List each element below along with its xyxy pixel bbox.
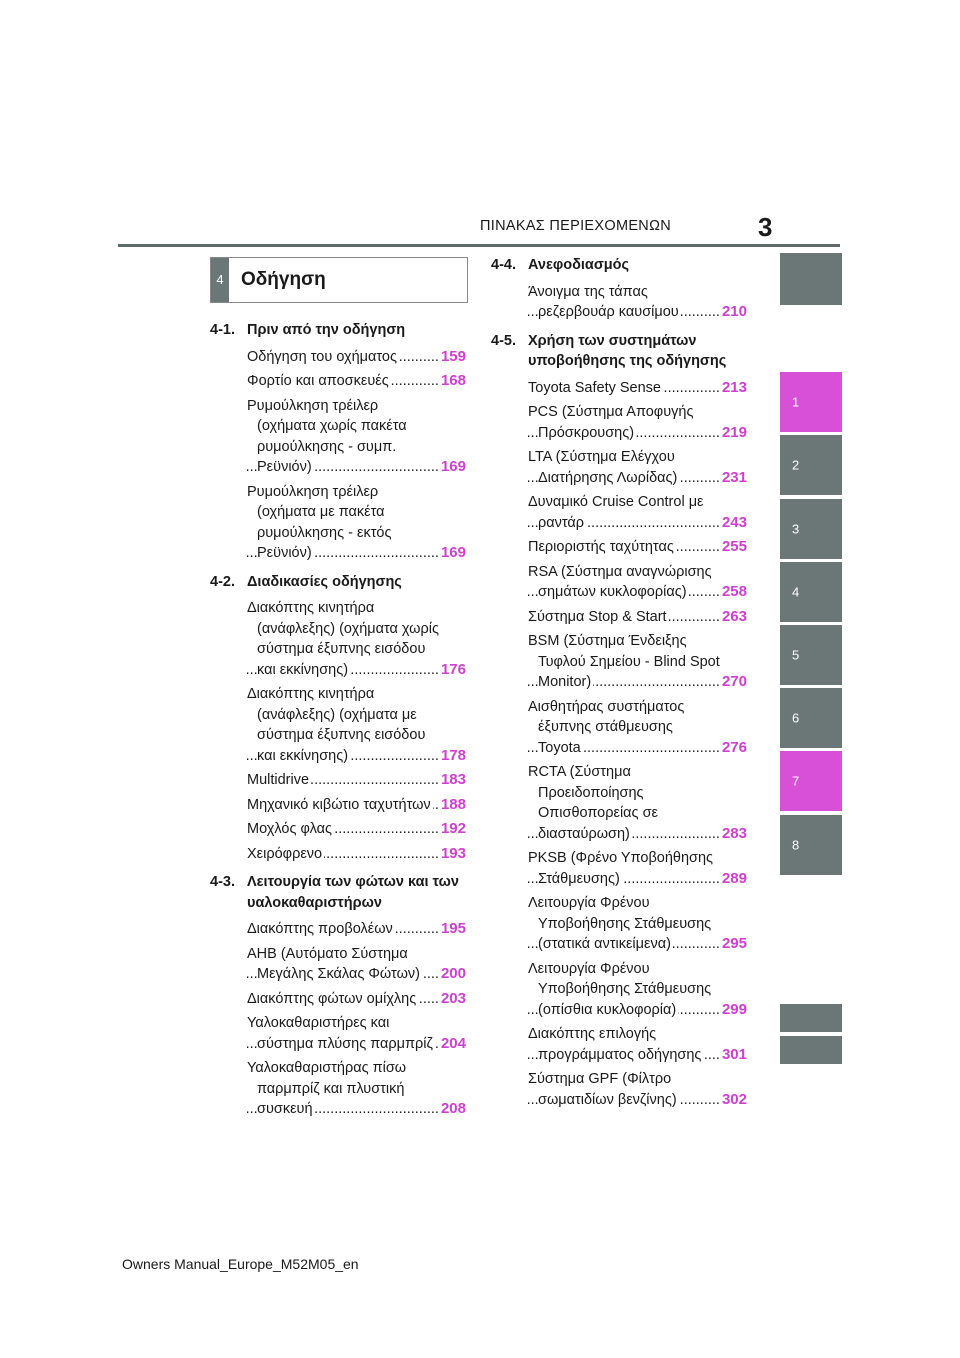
chapter-number: 4-4. <box>491 257 516 273</box>
toc-entry-text: LTA (Σύστημα Ελέγχου Διατήρησης Λωρίδας) <box>528 449 678 486</box>
toc-entry-title <box>247 371 439 392</box>
toc-page-link[interactable]: 169 <box>439 543 466 564</box>
toc-entry[interactable] <box>528 631 747 693</box>
toc-page-link[interactable]: 192 <box>439 819 466 840</box>
toc-entry[interactable] <box>528 282 747 323</box>
toc-entry-text: Φορτίο και αποσκευές <box>247 373 389 389</box>
toc-entry-text: Διακόπτης επιλογής προγράμματος οδήγησης <box>528 1026 702 1063</box>
header-rule <box>118 244 840 247</box>
toc-entry[interactable] <box>247 819 466 840</box>
chapter-tab-8[interactable] <box>780 815 842 875</box>
toc-entry-text: RSA (Σύστημα αναγνώρισης σημάτων κυκλοφορίας) <box>528 563 712 600</box>
header-title: ΠΙΝΑΚΑΣ ΠΕΡΙΕΧΟΜΕΝΩΝ <box>480 218 671 234</box>
toc-entry-title <box>528 1024 720 1065</box>
toc-entry-text: Περιοριστής ταχύτητας <box>528 539 674 555</box>
toc-entry[interactable] <box>528 959 747 1021</box>
chapter-number: 4-5. <box>491 332 516 349</box>
chapter-tab-blank[interactable] <box>780 253 842 305</box>
toc-entry[interactable] <box>528 762 747 844</box>
toc-entry[interactable] <box>247 770 466 791</box>
chapter-tab-5[interactable] <box>780 625 842 685</box>
section-number: 4 <box>211 258 229 302</box>
toc-entry-text: Λειτουργία Φρένου Υποβοήθησης Στάθμευσης (οπίσθια κυκλοφορία) <box>528 960 712 1018</box>
toc-page-link[interactable]: 176 <box>439 660 466 681</box>
toc-entry[interactable] <box>247 371 466 392</box>
toc-entry[interactable] <box>247 919 466 940</box>
toc-page-link[interactable]: 243 <box>720 513 747 534</box>
section-title: Οδήγηση <box>241 269 326 290</box>
toc-entry[interactable] <box>528 697 747 759</box>
toc-page-link[interactable]: 270 <box>720 672 747 693</box>
chapter-heading <box>210 320 466 341</box>
toc-entry-title <box>247 819 439 840</box>
toc-entry-title <box>247 482 439 564</box>
toc-entry-title <box>247 770 439 791</box>
chapter-number: 4-1. <box>210 322 235 338</box>
toc-entry-title <box>247 1058 439 1120</box>
page-number: 3 <box>758 212 773 242</box>
toc-entry-title <box>528 402 720 443</box>
toc-left-column <box>210 320 466 1124</box>
toc-entry-title <box>247 989 439 1010</box>
toc-entry-title <box>528 537 720 558</box>
toc-page-link[interactable]: 183 <box>439 770 466 791</box>
toc-entry-text: BSM (Σύστημα Ένδειξης Τυφλού Σημείου - Blind Spot Monitor) <box>528 633 720 690</box>
chapter-tab-label: 8 <box>792 837 800 853</box>
chapter-tab-3[interactable] <box>780 499 842 559</box>
toc-entry[interactable] <box>247 347 466 368</box>
toc-entry-title <box>528 562 720 603</box>
toc-page-link[interactable]: 210 <box>720 302 747 323</box>
chapter-heading <box>210 572 466 593</box>
toc-entry-title <box>528 631 720 693</box>
chapter-heading <box>210 872 466 913</box>
chapter-title: Διαδικασίες οδήγησης <box>247 573 402 590</box>
toc-entry[interactable] <box>528 1024 747 1065</box>
toc-page-link[interactable]: 178 <box>439 746 466 767</box>
toc-entry-title <box>528 492 720 533</box>
chapter-tab-label: 3 <box>792 521 800 537</box>
chapter-tab-label: 7 <box>792 773 800 789</box>
toc-entry[interactable] <box>247 795 466 816</box>
toc-entry-title <box>247 944 439 985</box>
toc-entry[interactable] <box>528 447 747 488</box>
toc-entry-text: Toyota Safety Sense <box>528 379 661 396</box>
toc-page-link[interactable]: 283 <box>720 824 747 845</box>
toc-entry[interactable] <box>247 598 466 680</box>
toc-entry[interactable] <box>528 562 747 603</box>
chapter-title: Λειτουργία των φώτων και των υαλοκαθαριστήρων <box>247 874 459 911</box>
toc-page-link[interactable]: 200 <box>439 964 466 985</box>
toc-entry[interactable] <box>247 844 466 865</box>
toc-page-link[interactable]: 301 <box>720 1045 747 1066</box>
toc-entry-text: Άνοιγμα της τάπας ρεζερβουάρ καυσίμου <box>528 283 679 320</box>
toc-entry-title <box>528 1069 720 1110</box>
toc-entry[interactable] <box>247 1058 466 1120</box>
toc-entry[interactable] <box>528 492 747 533</box>
toc-entry[interactable] <box>247 684 466 766</box>
chapter-tab-blank[interactable] <box>780 1004 842 1032</box>
toc-entry-title <box>528 697 720 759</box>
toc-entry-text: Υαλοκαθαριστήρας πίσω παρμπρίζ και πλυστική συσκευή <box>247 1060 407 1117</box>
toc-entry-text: Multidrive <box>247 772 310 788</box>
toc-entry[interactable] <box>528 537 747 558</box>
toc-entry[interactable] <box>528 848 747 889</box>
chapter-tab-label: 6 <box>792 710 800 726</box>
toc-page-link[interactable]: 231 <box>720 468 747 489</box>
toc-page-link[interactable]: 263 <box>720 607 747 628</box>
toc-entry-text: Χειρόφρενο <box>247 845 323 862</box>
toc-entry-text: Δυναμικό Cruise Control με ραντάρ <box>528 494 704 531</box>
toc-entry-text: Ρυμούλκηση τρέιλερ (οχήματα χωρίς πακέτα ρυμούλκησης - συμπ. Ρεϋνιόν) <box>247 397 407 475</box>
toc-entry-title <box>247 684 439 766</box>
toc-entry[interactable] <box>528 402 747 443</box>
toc-entry-title <box>528 378 720 399</box>
toc-entry-title <box>528 893 720 955</box>
toc-page-link[interactable]: 219 <box>720 423 747 444</box>
toc-entry-text: Διακόπτης κινητήρα (ανάφλεξης) (οχήματα με σύστημα έξυπνης εισόδου και εκκίνησης) <box>247 686 426 764</box>
chapter-title: Πριν από την οδήγηση <box>247 322 406 338</box>
toc-page-link[interactable]: 203 <box>439 989 466 1010</box>
toc-entry-text: Μηχανικό κιβώτιο ταχυτήτων <box>247 796 431 813</box>
toc-page-link[interactable]: 258 <box>720 582 747 603</box>
toc-page-link[interactable]: 213 <box>720 378 747 399</box>
toc-entry[interactable] <box>528 1069 747 1110</box>
toc-page-link[interactable]: 276 <box>720 738 747 759</box>
toc-entry-title <box>247 1013 439 1054</box>
chapter-tab-1[interactable] <box>780 372 842 432</box>
toc-page-link[interactable]: 295 <box>720 934 747 955</box>
chapter-tab-7[interactable] <box>780 751 842 811</box>
chapter-tab-label: 5 <box>792 647 800 663</box>
toc-entry-text: Μοχλός φλας <box>247 821 333 837</box>
toc-entry[interactable] <box>528 378 747 399</box>
toc-page-link[interactable]: 159 <box>439 347 466 368</box>
toc-entry-text: Διακόπτης φώτων ομίχλης <box>247 990 417 1007</box>
toc-entry-text: Διακόπτης κινητήρα (ανάφλεξης) (οχήματα χωρίς σύστημα έξυπνης εισόδου και εκκίνησης) <box>247 600 439 678</box>
footer-text: Owners Manual_Europe_M52M05_en <box>122 1256 359 1272</box>
chapter-heading <box>491 331 747 372</box>
chapter-number: 4-2. <box>210 573 235 590</box>
toc-entry-text: RCTA (Σύστημα Προειδοποίησης Οπισθοπορείας σε διασταύρωση) <box>528 764 658 842</box>
toc-entry-text: AHB (Αυτόματο Σύστημα Μεγάλης Σκάλας Φώτων) <box>247 945 420 982</box>
toc-entry-text: Διακόπτης προβολέων <box>247 921 393 937</box>
toc-page-link[interactable]: 169 <box>439 457 466 478</box>
chapter-title: Ανεφοδιασμός <box>528 257 630 273</box>
chapter-title: Χρήση των συστημάτων υποβοήθησης της οδήγησης <box>528 332 727 369</box>
toc-entry-text: Υαλοκαθαριστήρες και σύστημα πλύσης παρμπρίζ <box>247 1015 433 1052</box>
toc-entry[interactable] <box>247 482 466 564</box>
toc-entry[interactable] <box>247 944 466 985</box>
toc-entry-title <box>528 447 720 488</box>
toc-page-link[interactable]: 255 <box>720 537 747 558</box>
toc-entry-text: PCS (Σύστημα Αποφυγής Πρόσκρουσης) <box>528 404 694 441</box>
toc-entry-title <box>247 919 439 940</box>
toc-entry[interactable] <box>247 396 466 478</box>
toc-page-link[interactable]: 289 <box>720 869 747 890</box>
toc-page-link[interactable]: 299 <box>720 1000 747 1021</box>
toc-entry-title <box>528 848 720 889</box>
chapter-tab-4[interactable] <box>780 562 842 622</box>
toc-entry-text: Λειτουργία Φρένου Υποβοήθησης Στάθμευσης (στατικά αντικείμενα) <box>528 895 712 952</box>
toc-page-link[interactable]: 302 <box>720 1090 747 1111</box>
toc-entry[interactable] <box>247 989 466 1010</box>
toc-page-link[interactable]: 168 <box>439 371 466 392</box>
toc-entry[interactable] <box>528 893 747 955</box>
toc-right-column <box>491 255 747 1114</box>
chapter-tab-label: 1 <box>792 394 800 410</box>
toc-entry-title <box>247 347 439 368</box>
toc-entry-title <box>247 795 439 816</box>
toc-entry-text: Ρυμούλκηση τρέιλερ (οχήματα με πακέτα ρυμούλκησης - εκτός Ρεϋνιόν) <box>247 483 392 561</box>
toc-entry[interactable] <box>528 607 747 628</box>
chapter-tab-6[interactable] <box>780 688 842 748</box>
toc-page-link[interactable]: 193 <box>439 844 466 865</box>
toc-entry-title <box>528 282 720 323</box>
toc-entry-text: Σύστημα GPF (Φίλτρο σωματιδίων βενζίνης) <box>528 1071 677 1108</box>
toc-entry[interactable] <box>247 1013 466 1054</box>
toc-page-link[interactable]: 204 <box>439 1034 466 1055</box>
toc-page-link[interactable]: 188 <box>439 795 466 816</box>
toc-entry-title <box>528 762 720 844</box>
chapter-tab-label: 4 <box>792 584 800 600</box>
toc-entry-title <box>247 598 439 680</box>
toc-entry-text: Οδήγηση του οχήματος <box>247 348 397 365</box>
chapter-heading <box>491 255 747 276</box>
toc-entry-title <box>247 844 439 865</box>
toc-entry-text: Σύστημα Stop & Start <box>528 608 667 625</box>
toc-entry-title <box>528 959 720 1021</box>
section-heading <box>210 257 468 303</box>
toc-entry-title <box>528 607 720 628</box>
chapter-tab-2[interactable] <box>780 435 842 495</box>
chapter-tab-label: 2 <box>792 457 800 473</box>
toc-page-link[interactable]: 195 <box>439 919 466 940</box>
chapter-tab-blank[interactable] <box>780 1036 842 1064</box>
toc-entry-title <box>247 396 439 478</box>
toc-entry-text: PKSB (Φρένο Υποβοήθησης Στάθμευσης) <box>528 850 714 887</box>
toc-entry-text: Αισθητήρας συστήματος έξυπνης στάθμευσης Toyota <box>528 698 685 756</box>
chapter-number: 4-3. <box>210 874 235 890</box>
toc-page-link[interactable]: 208 <box>439 1099 466 1120</box>
